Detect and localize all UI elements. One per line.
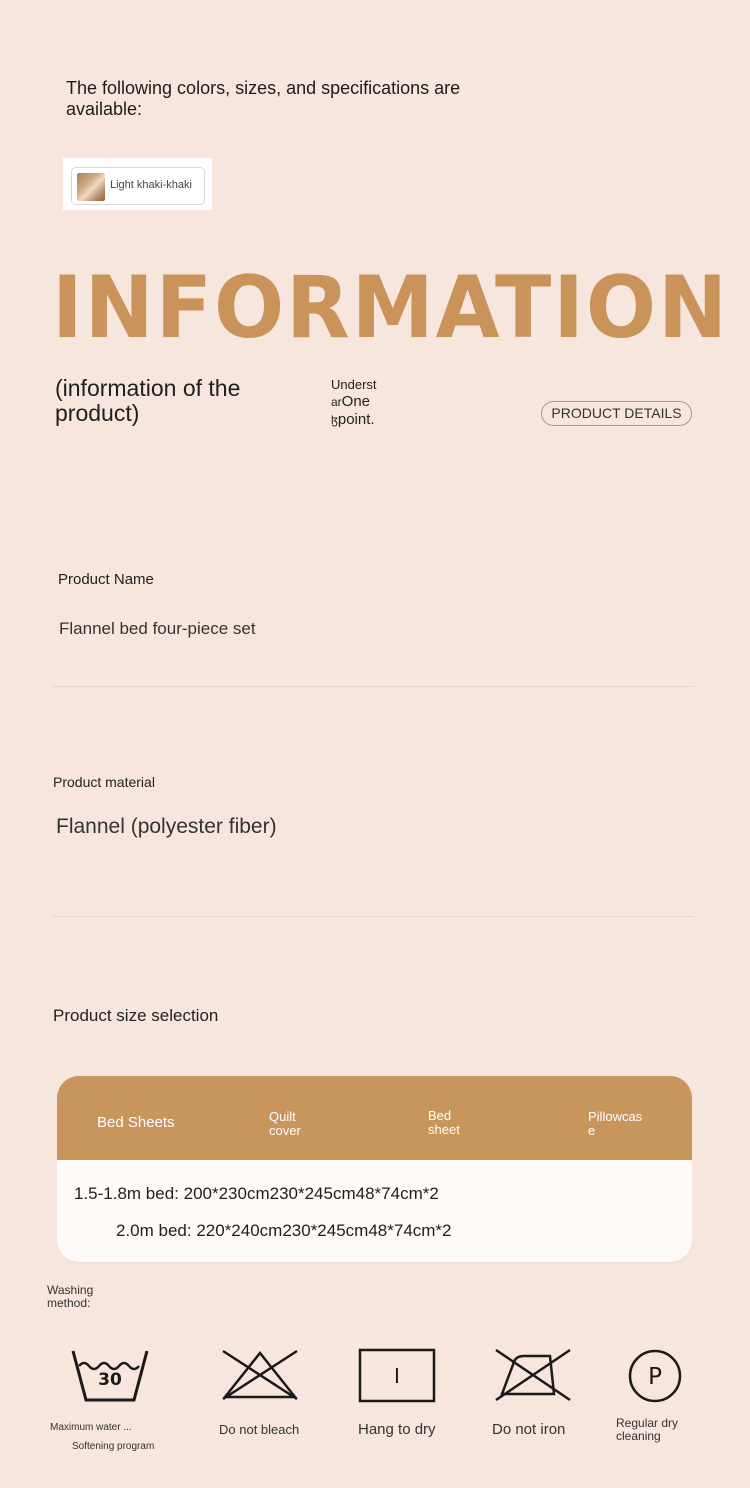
- wash-label: Maximum water ...: [50, 1422, 132, 1433]
- tagline: [331, 376, 421, 429]
- color-option-panel: [63, 158, 212, 210]
- dry-clean-symbol: P: [648, 1364, 662, 1390]
- tagline-word: point.: [337, 411, 375, 428]
- washing-method-title: Washing method:: [47, 1283, 94, 1310]
- wash-temperature: 30: [98, 1370, 122, 1390]
- wash-sub-label: Softening program: [72, 1441, 155, 1452]
- hang-to-dry-label: Hang to dry: [358, 1421, 436, 1438]
- divider: [52, 686, 694, 687]
- size-table-header: [57, 1076, 692, 1160]
- tagline-word: One: [341, 393, 371, 410]
- dry-clean-icon: [627, 1348, 683, 1404]
- color-thumbnail: [77, 173, 105, 201]
- color-option-chip[interactable]: [71, 167, 205, 205]
- header-quilt-cover: Quilt cover: [269, 1109, 301, 1138]
- size-table: [57, 1076, 692, 1262]
- tagline-fragment: ɮ: [331, 413, 338, 427]
- product-details-button[interactable]: PRODUCT DETAILS: [541, 401, 692, 426]
- do-not-bleach-label: Do not bleach: [219, 1422, 300, 1437]
- wash-30-icon: [70, 1348, 150, 1404]
- tagline-fragment: ar: [331, 395, 342, 409]
- tagline-line-1: Underst: [331, 377, 377, 392]
- divider: [52, 916, 694, 917]
- product-name-label: Product Name: [58, 571, 154, 588]
- intro-text: The following colors, sizes, and specifications are available:: [66, 78, 461, 119]
- do-not-bleach-icon: [221, 1349, 299, 1401]
- product-name-value: Flannel bed four-piece set: [59, 619, 256, 638]
- hero-title: INFORMATION: [52, 258, 730, 358]
- do-not-iron-icon: [494, 1348, 572, 1402]
- dry-clean-label: Regular dry cleaning: [616, 1416, 679, 1443]
- hang-to-dry-icon: [358, 1348, 436, 1404]
- hero-subtitle: (information of the product): [55, 375, 241, 426]
- do-not-iron-label: Do not iron: [492, 1421, 566, 1438]
- color-option-label: Light khaki-khaki: [110, 179, 192, 191]
- header-pillowcase: Pillowcase: [588, 1109, 643, 1138]
- table-row: 2.0m bed: 220*240cm230*245cm48*74cm*2: [116, 1221, 452, 1240]
- product-material-value: Flannel (polyester fiber): [56, 815, 277, 838]
- header-bed-sheet: Bed sheet: [428, 1108, 460, 1137]
- header-bed-sheets: Bed Sheets: [97, 1114, 175, 1131]
- table-row: 1.5-1.8m bed: 200*230cm230*245cm48*74cm*2: [74, 1184, 439, 1203]
- hang-dry-symbol: I: [394, 1364, 400, 1388]
- product-size-label: Product size selection: [53, 1006, 219, 1025]
- product-material-label: Product material: [53, 774, 155, 790]
